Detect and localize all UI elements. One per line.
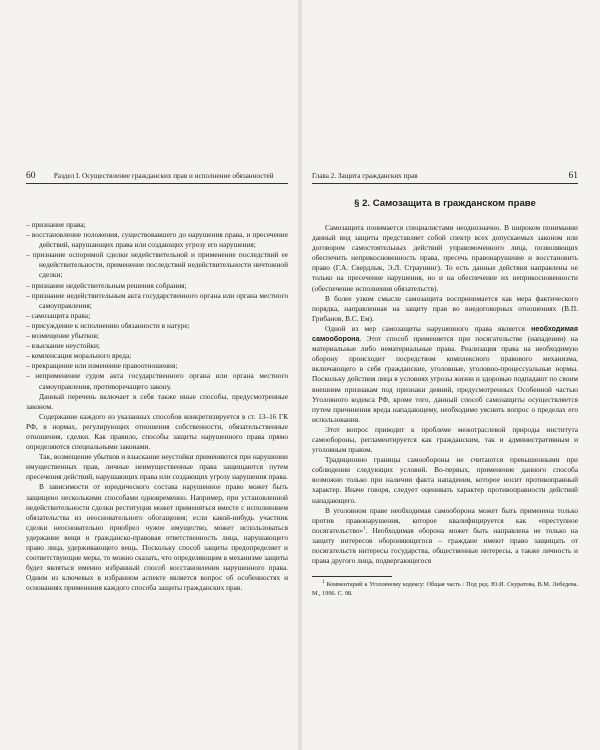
body-paragraph — [312, 324, 578, 425]
body-paragraph: Содержание каждого из указанных способов конкретизируется в ст. 13–16 ГК РФ, в нормах, регулирующих отношения собственности, обязательственные отношения, сделки. Как правило, способы защиты нарушенного права прямо определяются специальными законами. — [26, 411, 288, 452]
body-paragraph — [312, 506, 578, 567]
body-paragraph: Самозащита понимается специалистами неоднозначно. В широком понимании данный вид защиты представляет собой спектр всех допускаемых законом или договором самостоятельных действий управомоченного лица, позволяющих обеспечить неприкосновенность права, пресечь правонарушение и восстановить право (Г.А. Свердлык, Э.Л. Страунинг). То есть данные действия направлены не только на пресечение нарушения, но и на обеспечение их неприкосновенности (обеспечение исполнения обязательств). — [312, 223, 578, 293]
body-paragraphs — [312, 223, 578, 566]
list-item: – признание недействительным решения собрания; — [26, 280, 187, 290]
list-item: – возмещение убытков; — [26, 331, 99, 341]
list-item: – признание оспоримой сделки недействительной и применение последствий ее недействительности, применение последствий недействительности ничтожной сделки; — [26, 250, 288, 280]
footnote-divider — [312, 576, 392, 577]
list-item: – присуждение к исполнению обязанности в натуре; — [26, 320, 190, 330]
list-item: – прекращение или изменение правоотношения; — [26, 361, 178, 371]
list-item: – взыскание неустойки; — [26, 341, 100, 351]
body-paragraph: В зависимости от юридического состава нарушенное право может быть защищено несколькими способами одновременно. Например, при установленной недействительности сделки реституция может применяться вместе с исполнением обязательства из неосновательного обогащения; если какой-нибудь участник сделки неосновательно приобрел чужое имущество, может использоваться удержание вещи и гражданско-правовая ответственность лица, нарушающего право лица, удерживающего вещь. Поскольку способ защиты предопределяет и соответствующие меры, то можно сказать, что определяющим в механизме защиты будет являться именно избранный способ восстановления нарушенного права. Одним из ключевых в избранном аспекте является вопрос об особенностях и основаниях применения каждого способа защиты гражданских прав. — [26, 482, 288, 593]
running-header — [26, 172, 288, 184]
list-item: – неприменение судом акта государственного органа или органа местного самоуправления, противоречащего закону. — [26, 371, 288, 391]
body-paragraph: В более узком смысле самозащита воспринимается как мера фактического порядка, направленная на защиту прав во внедоговорных отношениях (В.П. Грибанов, В.С. Ем). — [312, 293, 578, 323]
page-body-text — [312, 198, 578, 598]
footnote-text: Комментарий к Уголовному кодексу: Общая часть / Под ред. Ю.И. Скуратова, В.М. Лебедева. М., 1996. С. 98. — [312, 581, 579, 597]
running-head-title: Раздел I. Осуществление гражданских прав и исполнение обязанностей — [53, 172, 274, 180]
section-heading: § 2. Самозащита в гражданском праве — [354, 198, 536, 209]
footnote-mark: 1 — [322, 580, 325, 586]
running-head-title: Глава 2. Защита гражданских прав — [312, 172, 418, 180]
book-gutter — [297, 0, 303, 750]
list-item: – признание права; — [26, 220, 86, 229]
right-page — [312, 172, 578, 598]
body-paragraph: Традиционно границы самообороны не считаются превышенными при соблюдении следующих условий. Во-первых, применение данного способа возможно только при наличии факта нападения, которое носит противоправный характер. Иначе говоря, следует оценивать характер противоправности действий нападающего. — [312, 455, 578, 505]
running-header — [312, 172, 578, 184]
list-item: – признание недействительным акта государственного органа или органа местного самоуправления; — [26, 290, 288, 310]
footnote-reference: 1 — [363, 526, 366, 532]
paragraph-text: . Этот способ применяется при посягательстве (нападении) на материальные либо нематериальные права. Реализация права на необходимую оборону происходит посредством комплексного правового механизма, включающего в себя гражданские, уголовные, уголовно-процессуальные нормы. Поскольку действия лица в условиях угрозы жизни и здоровью подпадают по своим внешним признакам под признаки деяний, предусмотренных Особенной частью Уголовного кодекса РФ, кроме того, данный способ самозащиты осуществляется путем причинения вреда нападающему, необходимо уяснить вопрос о пределах его использования. — [312, 334, 578, 424]
footnote — [312, 581, 578, 598]
page-number: 60 — [26, 171, 36, 181]
body-paragraph: Данный перечень включает в себя также иные способы, предусмотренные законом. — [26, 391, 288, 411]
left-page — [26, 172, 288, 593]
paragraph-text: Одной из мер самозащиты нарушенного права является — [325, 323, 532, 333]
body-paragraph: Этот вопрос приводит к проблеме межотраслевой природы института самообороны, регламентируется как гражданским, так и административным и уголовным правом. — [312, 424, 578, 455]
list-item: – восстановление положения, существовавшего до нарушения права, и пресечение действий, нарушающих права или создающих угрозу его нарушения; — [26, 230, 288, 250]
page-body-text — [26, 220, 288, 593]
list-item: – компенсация морального вреда; — [26, 351, 132, 361]
list-item: – самозащита права; — [26, 310, 91, 320]
bold-term: необходимая самооборона — [312, 324, 578, 344]
body-paragraph: Так, возмещение убытков и взыскание неустойки применяются при нарушении имущественных прав, личные неимущественные права защищаются путем пресечения действий, нарушающих права или создающих угрозу нарушения права. — [26, 452, 288, 482]
page-number: 61 — [568, 171, 578, 181]
paragraph-text: . Необходимая оборона может быть направлена не только на защиту интересов обороняющегося – граждане имеют право защищать от посягательств интересы государства, общественные интересы, а также личность и права другого лица, подвергающегося — [312, 525, 578, 566]
paragraph-text: В уголовном праве необходимая самооборона может быть применена только против правонарушения, которое квалифицируется как «преступное посягательство» — [312, 505, 578, 535]
